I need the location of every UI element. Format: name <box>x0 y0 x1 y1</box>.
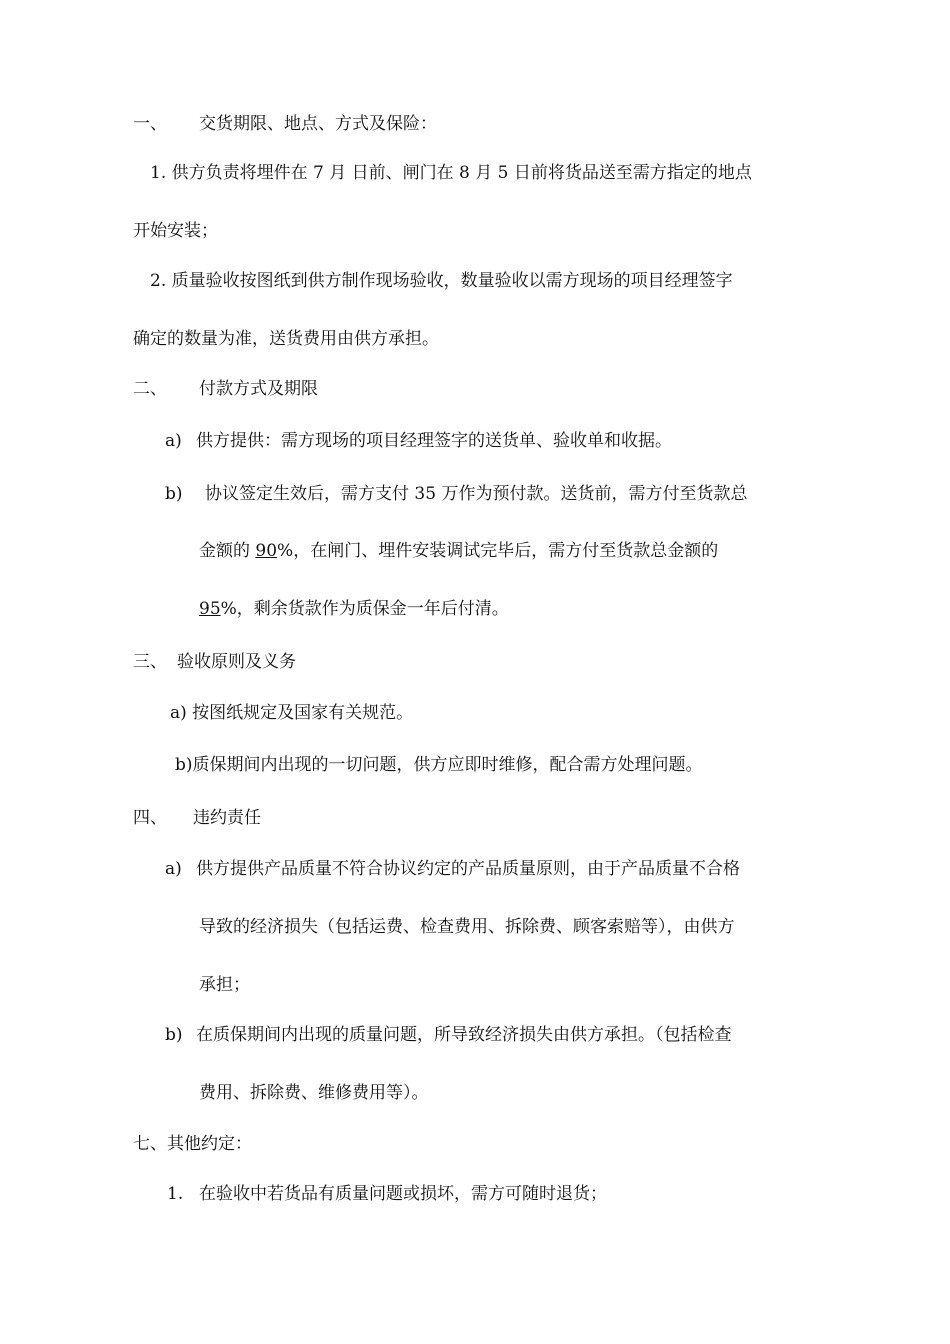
section-1-item-2-line-2: 确定的数量为准，送货费用由供方承担。 <box>133 329 439 349</box>
section-1-number: 一、 <box>133 114 167 134</box>
section-1-title: 交货期限、地点、方式及保险： <box>199 114 437 134</box>
section-7-item-1-text: 在验收中若货品有质量问题或损坏，需方可随时退货； <box>199 1184 607 1204</box>
section-1-item-2-line-1: 2. 质量验收按图纸到供方制作现场验收，数量验收以需方现场的项目经理签字 <box>150 271 733 291</box>
section-7-title: 七、其他约定： <box>133 1134 252 1154</box>
section-2-item-a-marker: a) <box>165 431 182 451</box>
section-4-number: 四、 <box>133 808 167 828</box>
section-4-item-a-marker: a) <box>165 859 182 879</box>
section-4-item-a-line-3: 承担； <box>199 975 250 995</box>
section-2-title: 付款方式及期限 <box>199 379 318 399</box>
section-2-item-a-text: 供方提供：需方现场的项目经理签字的送货单、验收单和收据。 <box>196 431 672 451</box>
section-3-number: 三、 <box>133 652 167 672</box>
section-7-item-1-marker: 1. <box>167 1184 184 1204</box>
section-3-title: 验收原则及义务 <box>177 652 296 672</box>
section-3-item-b: b)质保期间内出现的一切问题，供方应即时维修，配合需方处理问题。 <box>175 755 703 775</box>
section-2-number: 二、 <box>133 379 167 399</box>
section-4-item-b-marker: b) <box>165 1025 183 1045</box>
section-3-item-a: a) 按图纸规定及国家有关规范。 <box>170 703 414 723</box>
percent-90-underlined: 90 <box>255 541 278 561</box>
section-2-item-b-line-2: 金额的 90%，在闸门、埋件安装调试完毕后，需方付至货款总金额的 <box>199 541 719 561</box>
section-4-item-b-line-1: 在质保期间内出现的质量问题，所导致经济损失由供方承担。（包括检查 <box>196 1025 732 1045</box>
section-2-item-b-line-1: 协议签定生效后，需方支付 35 万作为预付款。送货前，需方付至货款总 <box>205 484 748 504</box>
section-2-item-b-marker: b) <box>165 484 183 504</box>
section-1-item-1-line-2: 开始安装； <box>133 221 218 241</box>
section-1-item-1-line-1: 1. 供方负责将埋件在 7 月 日前、闸门在 8 月 5 日前将货品送至需方指定的地点 <box>150 163 752 183</box>
percent-95-underlined: 95 <box>199 599 221 619</box>
section-4-item-b-line-2: 费用、拆除费、维修费用等）。 <box>199 1083 429 1103</box>
section-4-item-a-line-1: 供方提供产品质量不符合协议约定的产品质量原则，由于产品质量不合格 <box>196 859 740 879</box>
section-4-title: 违约责任 <box>193 808 261 828</box>
section-2-item-b-line-3: 95%，剩余货款作为质保金一年后付清。 <box>199 599 509 619</box>
section-4-item-a-line-2: 导致的经济损失（包括运费、检查费用、拆除费、顾客索赔等），由供方 <box>199 917 735 937</box>
